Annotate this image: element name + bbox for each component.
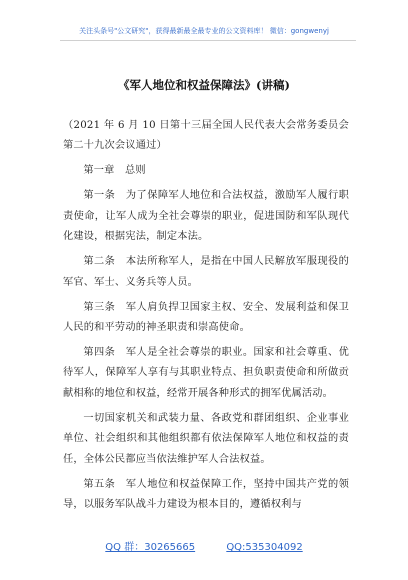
chapter-heading: 第一章 总则	[83, 165, 146, 177]
article-paragraph: 第五条 军人地位和权益保障工作，坚持中国共产党的领导，以服务军队战斗力建设为根本目的，遵循权利与	[63, 478, 349, 511]
article-paragraph: 第三条 军人肩负捍卫国家主权、安全、发展利益和保卫人民的和平劳动的神圣职责和崇高使命。	[63, 301, 349, 334]
article-paragraph: 第四条 军人是全社会尊崇的职业。国家和社会尊重、优待军人，保障军人享有与其职业特点、担负职责使命和所做贡献相称的地位和权益，经常开展各种形式的拥军优属活动。	[63, 347, 349, 399]
adoption-note: （2021 年 6 月 10 日第十三届全国人民代表大会常务委员会第二十九次会议通过）	[63, 120, 349, 152]
document-body	[63, 116, 349, 520]
article-paragraph: 第一条 为了保障军人地位和合法权益，激励军人履行职责使命，让军人成为全社会尊崇的职业，促进国防和军队现代化建设，根据宪法，制定本法。	[63, 190, 349, 243]
qq-group-link[interactable]: QQ 群：30265665	[105, 542, 196, 553]
header-note: 关注头条号"公文研究"，获得最新最全最专业的公文资料库！ 微信：gongwenyj	[79, 27, 329, 35]
article-paragraph: 第二条 本法所称军人，是指在中国人民解放军服现役的军官、军士、义务兵等人员。	[63, 256, 349, 288]
article-paragraph: 一切国家机关和武装力量、各政党和群团组织、企业事业单位、社会组织和其他组织都有依法保障军人地位和权益的责任，全体公民都应当依法维护军人合法权益。	[63, 412, 349, 465]
footer-contacts	[0, 538, 408, 553]
document-title: 《军人地位和权益保障法》(讲稿)	[118, 78, 290, 92]
qq-contact-link[interactable]: QQ:535304092	[226, 542, 303, 553]
header-divider	[60, 40, 356, 41]
